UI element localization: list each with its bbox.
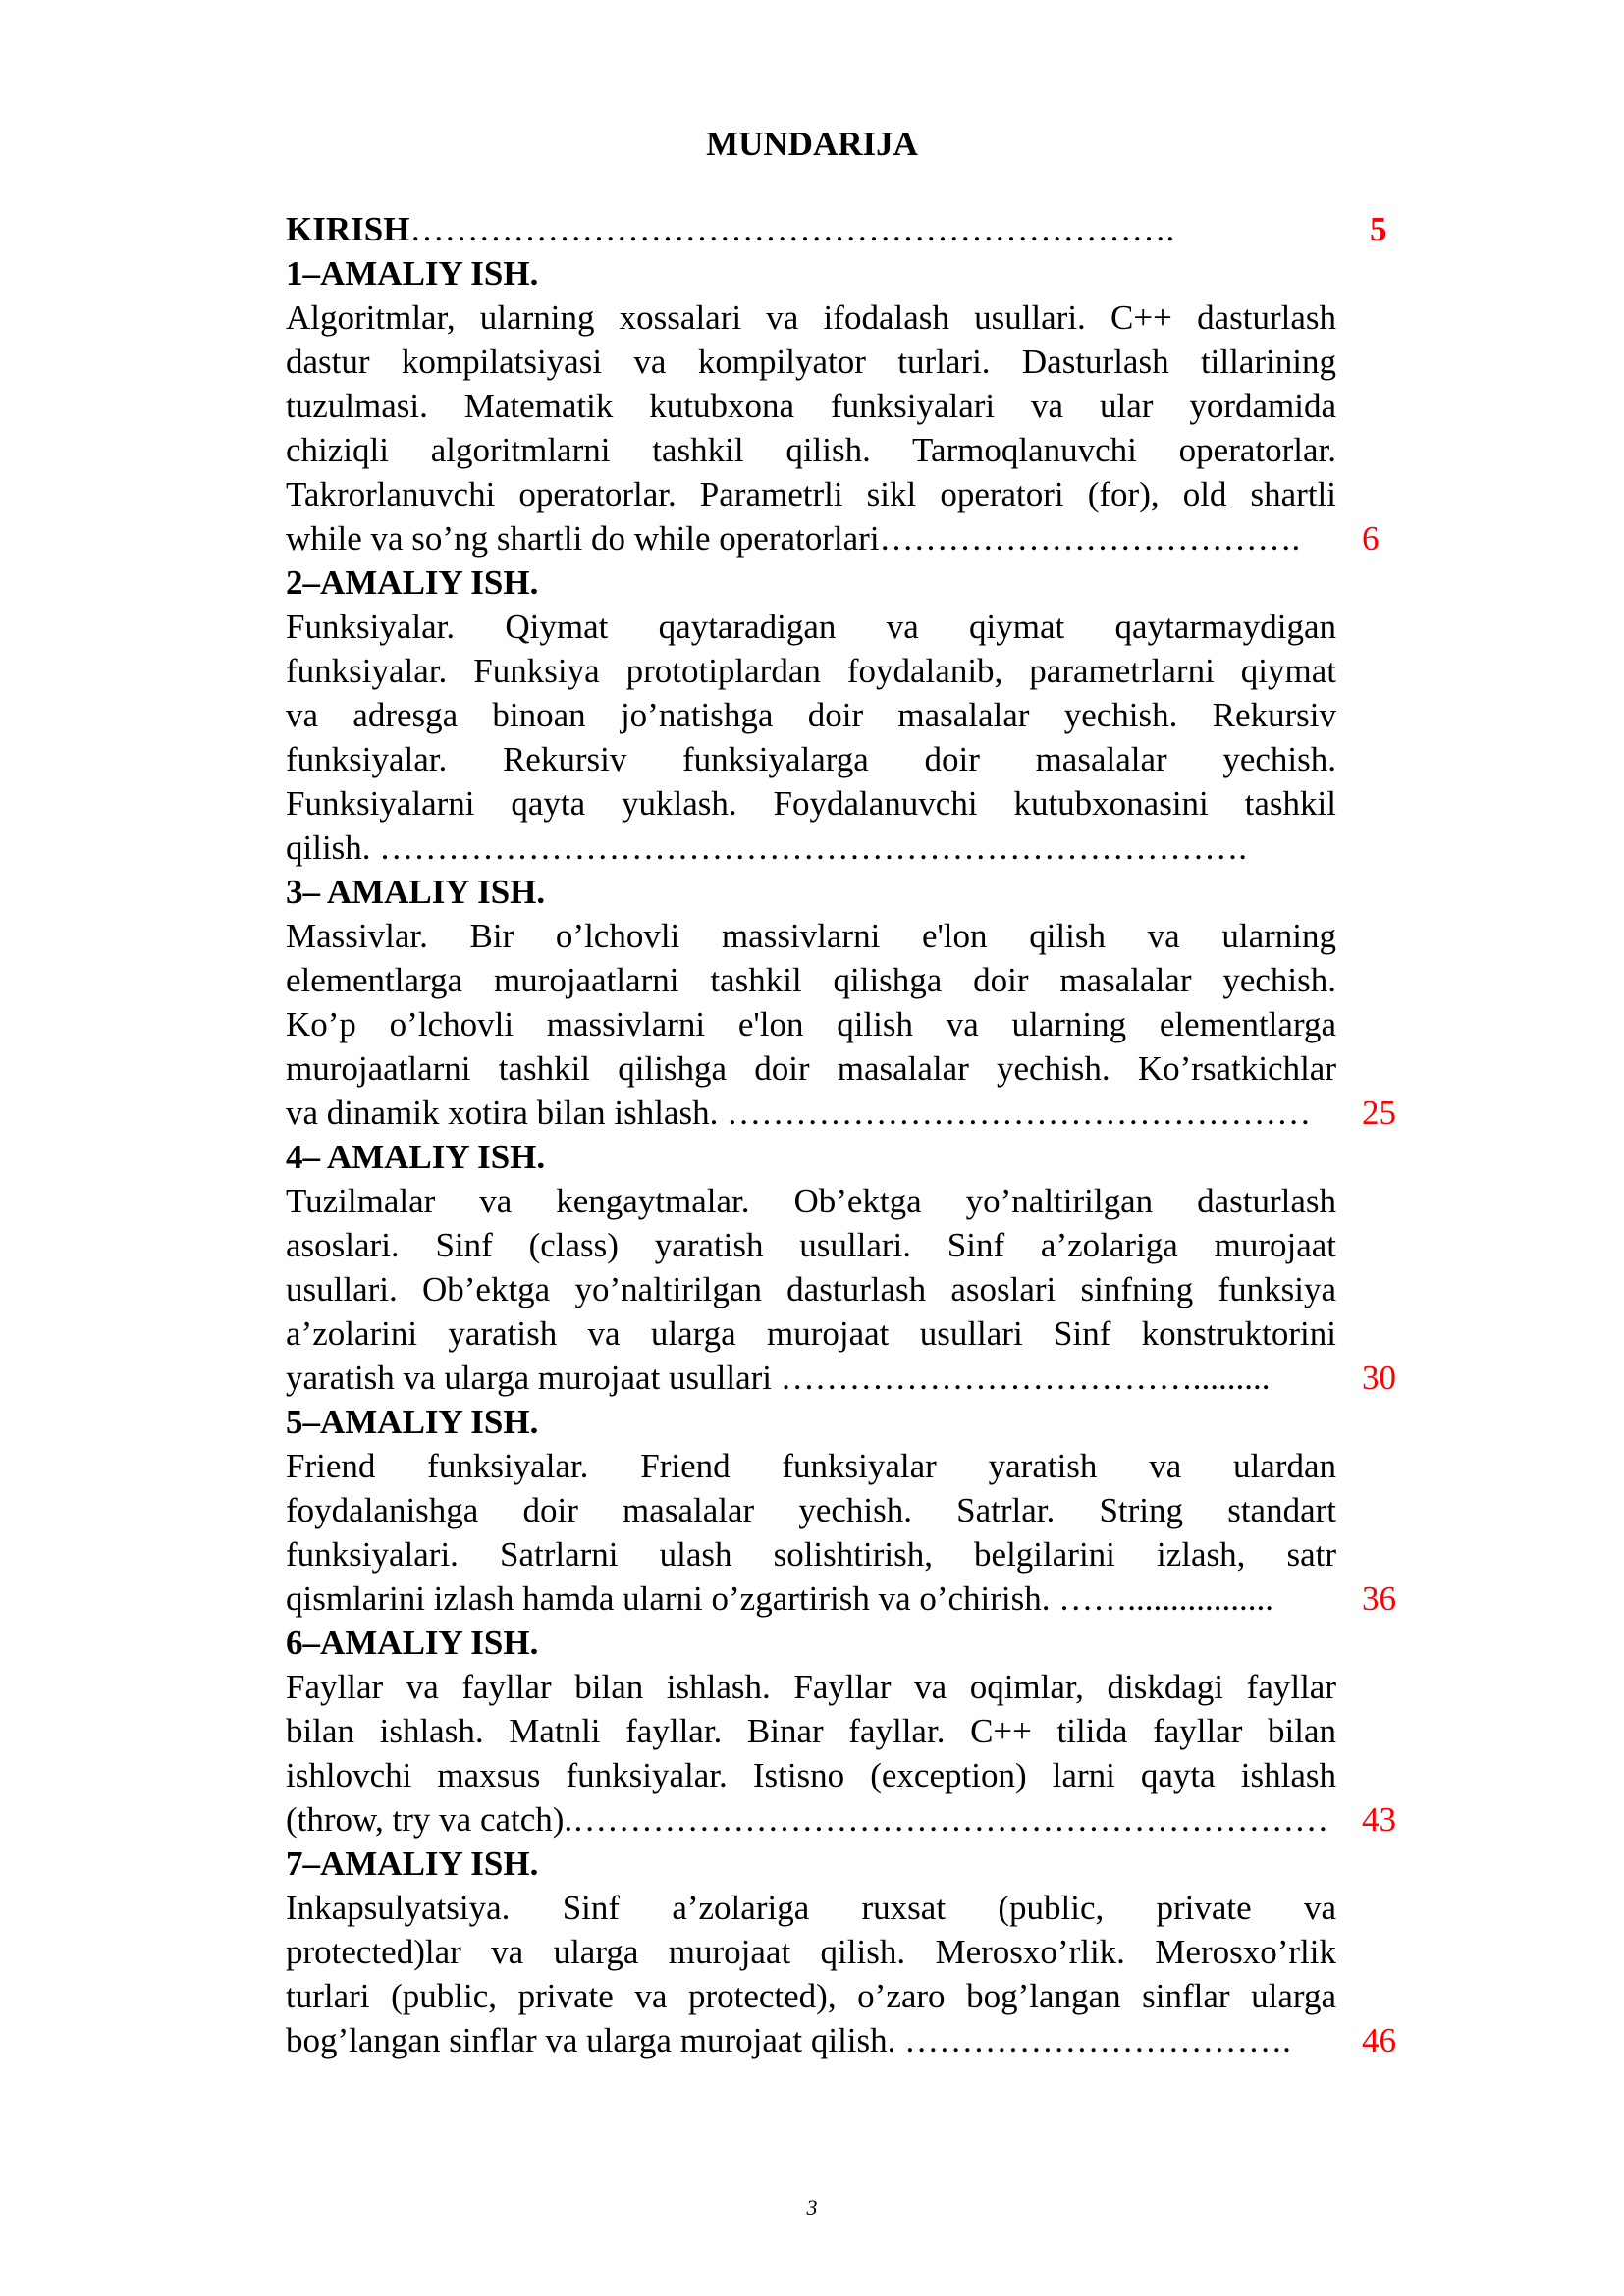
toc-section-text-line: protected)lar va ularga murojaat qilish. Merosxo’rlik. Merosxo’rlik <box>286 1933 1336 1971</box>
toc-section-text-line: bog’langan sinflar va ularga murojaat qilish. ……………………………. <box>286 2021 1291 2059</box>
toc-page-number: 43 <box>1362 1800 1396 1839</box>
toc-page-number: 30 <box>1362 1359 1396 1397</box>
toc-section-last-line[interactable] <box>286 1091 1405 1135</box>
toc-section-last-line[interactable] <box>286 1356 1405 1400</box>
toc-section-text-line: qilish. …………………………………………………………………. <box>286 828 1248 867</box>
toc-section-text-line: Tuzilmalar va kengaytmalar. Ob’ektga yo’naltirilgan dasturlash <box>286 1182 1336 1220</box>
toc-section-heading[interactable]: 7–AMALIY ISH. <box>286 1844 539 1883</box>
toc-section-text-line: while va so’ng shartli do while operatorlari………………………………. <box>286 519 1301 558</box>
toc-section-text-line: foydalanishga doir masalalar yechish. Satrlar. String standart <box>286 1491 1336 1529</box>
toc-section-text-line: funksiyalar. Funksiya prototiplardan foydalanib, parametrlarni qiymat <box>286 652 1336 690</box>
toc-section-text-line: funksiyalar. Rekursiv funksiyalarga doir masalalar yechish. <box>286 740 1336 778</box>
toc-page-number: 46 <box>1362 2021 1396 2059</box>
toc-section-heading[interactable]: 3– AMALIY ISH. <box>286 873 546 911</box>
toc-section-text-line: usullari. Ob’ektga yo’naltirilgan dasturlash asoslari sinfning funksiya <box>286 1270 1336 1308</box>
toc-section-heading[interactable]: 1–AMALIY ISH. <box>286 254 539 293</box>
toc-section-text-line: Friend funksiyalar. Friend funksiyalar yaratish va ulardan <box>286 1447 1336 1485</box>
toc-section-text-line: turlari (public, private va protected), o’zaro bog’langan sinflar ularga <box>286 1977 1336 2015</box>
toc-section-text-line: Funksiyalarni qayta yuklash. Foydalanuvchi kutubxonasini tashkil <box>286 784 1336 823</box>
toc-section-text-line: murojaatlarni tashkil qilishga doir masalalar yechish. Ko’rsatkichlar <box>286 1049 1336 1088</box>
toc-section-text-line: asoslari. Sinf (class) yaratish usullari. Sinf a’zolariga murojaat <box>286 1226 1336 1264</box>
toc-leader-dots: …………………………………………………………. <box>409 210 1175 248</box>
toc-section-text-line: va dinamik xotira bilan ishlash. …………………………………………… <box>286 1094 1312 1132</box>
toc-section-text-line: (throw, try va catch).………………………………………………………… <box>286 1800 1329 1839</box>
toc-section-heading[interactable]: 6–AMALIY ISH. <box>286 1624 539 1662</box>
toc-section-last-line[interactable] <box>286 2018 1405 2062</box>
toc-section-text-line: funksiyalari. Satrlarni ulash solishtirish, belgilarini izlash, satr <box>286 1535 1336 1574</box>
toc-entry-kirish[interactable] <box>286 207 1405 251</box>
toc-section-text-line: tuzulmasi. Matematik kutubxona funksiyalari va ular yordamida <box>286 387 1336 425</box>
toc-section-last-line[interactable] <box>286 826 1405 870</box>
toc-section-text-line: Takrorlanuvchi operatorlar. Parametrli sikl operatori (for), old shartli <box>286 475 1336 513</box>
toc-section-text-line: Funksiyalar. Qiymat qaytaradigan va qiymat qaytarmaydigan <box>286 608 1336 646</box>
page-title: MUNDARIJA <box>706 125 918 163</box>
toc-section-last-line[interactable] <box>286 516 1405 561</box>
toc-section-text-line: va adresga binoan jo’natishga doir masalalar yechish. Rekursiv <box>286 696 1336 734</box>
toc-entry-label: KIRISH <box>286 210 410 248</box>
toc-page-number: 25 <box>1362 1094 1396 1132</box>
toc-section-text-line: chiziqli algoritmlarni tashkil qilish. Tarmoqlanuvchi operatorlar. <box>286 431 1336 469</box>
toc-section-text-line: a’zolarini yaratish va ularga murojaat usullari Sinf konstruktorini <box>286 1314 1336 1353</box>
toc-section-last-line[interactable] <box>286 1797 1405 1842</box>
toc-section-heading[interactable]: 4– AMALIY ISH. <box>286 1138 546 1176</box>
toc-section-text-line: ishlovchi maxsus funksiyalar. Istisno (exception) larni qayta ishlash <box>286 1756 1336 1794</box>
toc-page-number: 6 <box>1362 519 1380 558</box>
toc-section-text-line: bilan ishlash. Matnli fayllar. Binar fayllar. C++ tilida fayllar bilan <box>286 1712 1336 1750</box>
toc-section-heading[interactable]: 5–AMALIY ISH. <box>286 1403 539 1441</box>
toc-section-last-line[interactable] <box>286 1576 1405 1621</box>
toc-section-text-line: Massivlar. Bir o’lchovli massivlarni e'lon qilish va ularning <box>286 917 1336 955</box>
toc-page-number: 36 <box>1362 1579 1396 1618</box>
toc-section-text-line: yaratish va ularga murojaat usullari ………………………………......... <box>286 1359 1271 1397</box>
toc-section-heading[interactable]: 2–AMALIY ISH. <box>286 563 539 602</box>
table-of-contents <box>286 207 1405 2062</box>
toc-section-text-line: Inkapsulyatsiya. Sinf a’zolariga ruxsat (public, private va <box>286 1889 1336 1927</box>
footer-page-number: 3 <box>806 2195 818 2219</box>
toc-section-text-line: qismlarini izlash hamda ularni o’zgartirish va o’chirish. ……................. <box>286 1579 1274 1618</box>
toc-section-text-line: elementlarga murojaatlarni tashkil qilishga doir masalalar yechish. <box>286 961 1336 999</box>
toc-section-text-line: Fayllar va fayllar bilan ishlash. Fayllar va oqimlar, diskdagi fayllar <box>286 1668 1336 1706</box>
toc-section-text-line: dastur kompilatsiyasi va kompilyator turlari. Dasturlash tillarining <box>286 343 1336 381</box>
toc-page-number: 5 <box>1370 210 1387 248</box>
toc-section-text-line: Algoritmlar, ularning xossalari va ifodalash usullari. C++ dasturlash <box>286 298 1336 337</box>
toc-section-text-line: Ko’p o’lchovli massivlarni e'lon qilish va ularning elementlarga <box>286 1005 1336 1043</box>
